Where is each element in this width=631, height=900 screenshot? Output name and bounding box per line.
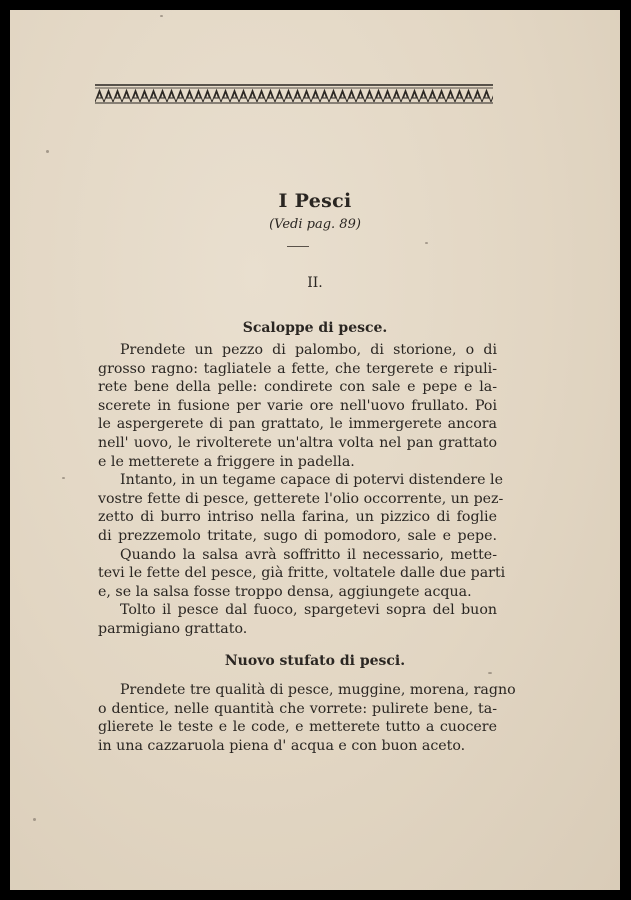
book-page <box>10 10 620 890</box>
text-line: o dentice, nelle quantità che vorrete: pulirete bene, ta- <box>98 700 497 717</box>
text-line: glierete le teste e le code, e metterete tutto a cuocere <box>98 719 497 736</box>
paper-speck <box>425 242 428 244</box>
text-line: nell' uovo, le rivolterete un'altra volta nel pan grattato <box>98 434 497 451</box>
text-line: parmigiano grattato. <box>98 620 248 637</box>
text-line: tevi le fette del pesce, già fritte, voltatele dalle due parti <box>98 565 506 582</box>
paper-speck <box>46 150 49 153</box>
paper-speck <box>488 672 492 674</box>
section-number: II. <box>307 275 323 291</box>
ornament-triangle <box>491 90 493 102</box>
text-line: rete bene della pelle: condirete con sale e pepe e la- <box>98 379 497 396</box>
text-line: e, se la salsa fosse troppo densa, aggiungete acqua. <box>98 583 472 600</box>
text-line: grosso ragno: tagliatele a fette, che tergerete e ripuli- <box>98 360 497 377</box>
recipe-title-stufato: Nuovo stufato di pesci. <box>224 653 406 669</box>
text-line: le aspergerete di pan grattato, le immergerete ancora <box>98 416 497 433</box>
paper-speck <box>33 818 36 821</box>
recipe-title-scaloppe: Scaloppe di pesce. <box>242 320 388 336</box>
text-line: Tolto il pesce dal fuoco, spargetevi sopra del buon <box>120 602 497 619</box>
text-line: Prendete un pezzo di palombo, di storione, o di <box>120 342 497 358</box>
text-line: Intanto, in un tegame capace di potervi distendere le <box>120 472 503 489</box>
text-line: zetto di burro intriso nella farina, un pizzico di foglie <box>98 509 497 526</box>
text-line: di prezzemolo tritate, sugo di pomodoro, sale e pepe. <box>98 527 497 544</box>
decorative-ornament-border <box>95 83 493 105</box>
text-line: in una cazzaruola piena d' acqua e con buon aceto. <box>98 737 466 754</box>
text-line: Quando la salsa avrà soffritto il necessario, mette- <box>120 546 497 563</box>
divider-rule <box>287 246 309 247</box>
recipe-body-stufato <box>98 681 516 755</box>
text-line: e le metterete a friggere in padella. <box>98 453 355 470</box>
text-line: scerete in fusione per varie ore nell'uovo frullato. Poi <box>98 397 497 414</box>
text-line: vostre fette di pesce, getterete l'olio occorrente, un pez- <box>98 490 504 507</box>
paper-speck <box>62 477 65 479</box>
chapter-title: I Pesci <box>278 190 352 212</box>
page-reference: (Vedi pag. 89) <box>269 217 361 232</box>
recipe-body-scaloppe <box>98 341 506 639</box>
paper-speck <box>160 15 163 17</box>
text-line: Prendete tre qualità di pesce, muggine, morena, ragno <box>120 682 516 698</box>
